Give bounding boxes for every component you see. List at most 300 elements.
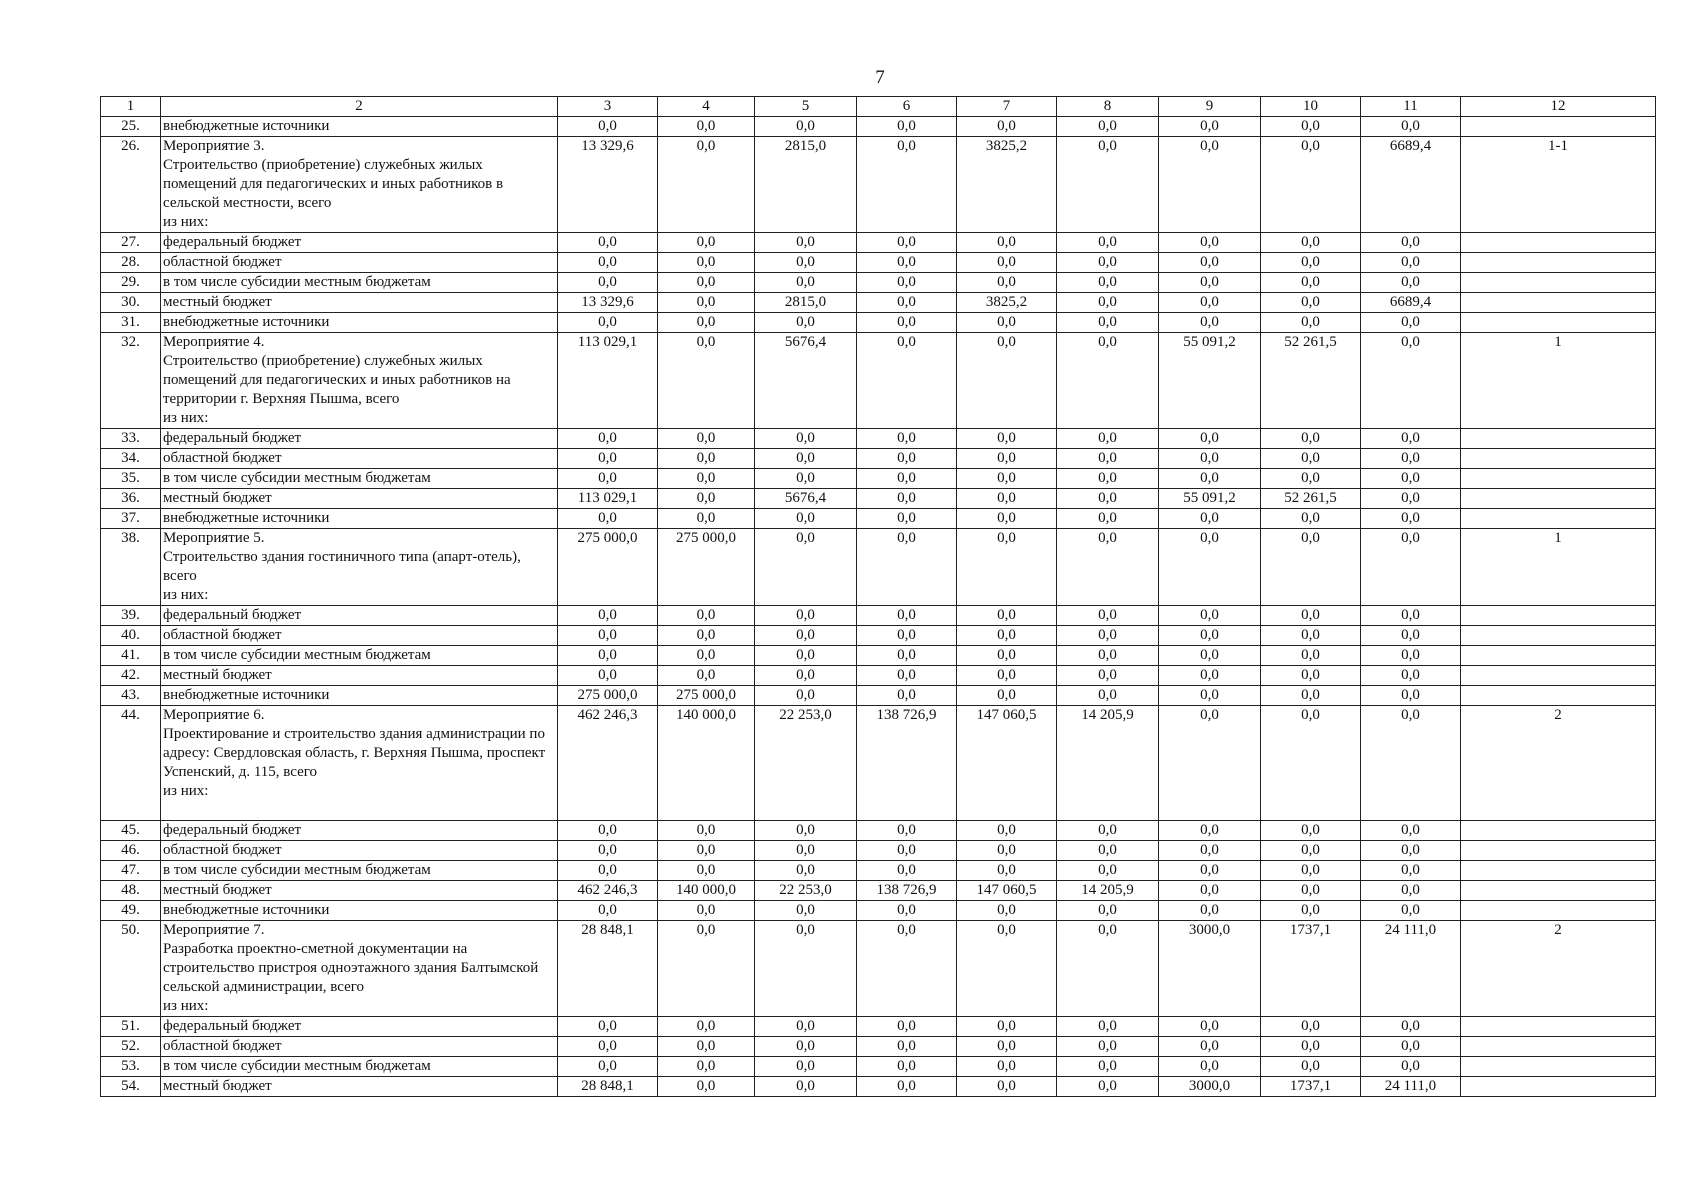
- value-cell: 0,0: [957, 117, 1057, 137]
- header-cell-8: 8: [1057, 97, 1159, 117]
- value-cell: 0,0: [857, 293, 957, 313]
- value-cell: 0,0: [558, 449, 658, 469]
- value-cell: 0,0: [957, 686, 1057, 706]
- value-cell: 0,0: [1057, 626, 1159, 646]
- header-cell-3: 3: [558, 97, 658, 117]
- table-row: [101, 529, 1656, 606]
- value-cell: 0,0: [658, 469, 755, 489]
- row-number: 54.: [101, 1077, 161, 1097]
- table-row: [101, 1017, 1656, 1037]
- value-cell: 0,0: [1159, 881, 1261, 901]
- value-cell: 0,0: [1361, 666, 1461, 686]
- value-cell: 0,0: [1159, 429, 1261, 449]
- row-number: 35.: [101, 469, 161, 489]
- row-number: 44.: [101, 706, 161, 821]
- row-description: Мероприятие 4. Строительство (приобретение) служебных жилых помещений для педагогических и иных работников на территории г. Верхняя Пышма, всего из них:: [161, 333, 558, 429]
- value-cell: 0,0: [1057, 489, 1159, 509]
- value-cell: 0,0: [1057, 117, 1159, 137]
- value-cell: 0,0: [857, 429, 957, 449]
- value-cell: 0,0: [957, 861, 1057, 881]
- row-description: внебюджетные источники: [161, 313, 558, 333]
- value-cell: 55 091,2: [1159, 333, 1261, 429]
- value-cell: 0,0: [1057, 646, 1159, 666]
- value-cell: 0,0: [1057, 273, 1159, 293]
- value-cell: [1461, 686, 1656, 706]
- value-cell: 0,0: [1361, 529, 1461, 606]
- value-cell: 0,0: [755, 273, 857, 293]
- value-cell: 0,0: [658, 821, 755, 841]
- value-cell: 0,0: [1261, 469, 1361, 489]
- row-description: в том числе субсидии местным бюджетам: [161, 469, 558, 489]
- value-cell: 0,0: [1057, 901, 1159, 921]
- value-cell: 0,0: [1261, 686, 1361, 706]
- table-row: [101, 449, 1656, 469]
- value-cell: [1461, 449, 1656, 469]
- row-number: 27.: [101, 233, 161, 253]
- value-cell: 0,0: [857, 449, 957, 469]
- value-cell: 0,0: [558, 233, 658, 253]
- value-cell: [1461, 273, 1656, 293]
- table-row: [101, 1057, 1656, 1077]
- row-description: внебюджетные источники: [161, 117, 558, 137]
- value-cell: 0,0: [658, 293, 755, 313]
- value-cell: 140 000,0: [658, 706, 755, 821]
- row-description: федеральный бюджет: [161, 606, 558, 626]
- row-description: внебюджетные источники: [161, 509, 558, 529]
- row-number: 50.: [101, 921, 161, 1017]
- value-cell: 2815,0: [755, 137, 857, 233]
- header-cell-4: 4: [658, 97, 755, 117]
- value-cell: 0,0: [857, 646, 957, 666]
- value-cell: 0,0: [658, 1017, 755, 1037]
- value-cell: 0,0: [658, 606, 755, 626]
- value-cell: 0,0: [1057, 841, 1159, 861]
- value-cell: 0,0: [857, 861, 957, 881]
- row-description: местный бюджет: [161, 666, 558, 686]
- value-cell: 0,0: [857, 626, 957, 646]
- value-cell: [1461, 429, 1656, 449]
- value-cell: 0,0: [755, 841, 857, 861]
- value-cell: 0,0: [1261, 449, 1361, 469]
- value-cell: 0,0: [1057, 666, 1159, 686]
- value-cell: 0,0: [755, 253, 857, 273]
- value-cell: 5676,4: [755, 333, 857, 429]
- value-cell: 0,0: [558, 841, 658, 861]
- value-cell: 462 246,3: [558, 706, 658, 821]
- table-row: [101, 861, 1656, 881]
- table-row: [101, 509, 1656, 529]
- value-cell: 0,0: [1361, 901, 1461, 921]
- value-cell: 0,0: [755, 449, 857, 469]
- value-cell: 0,0: [1057, 449, 1159, 469]
- row-number: 46.: [101, 841, 161, 861]
- value-cell: 0,0: [857, 686, 957, 706]
- value-cell: 52 261,5: [1261, 489, 1361, 509]
- value-cell: [1461, 646, 1656, 666]
- value-cell: 0,0: [558, 666, 658, 686]
- value-cell: 0,0: [857, 901, 957, 921]
- value-cell: 0,0: [658, 273, 755, 293]
- value-cell: 24 111,0: [1361, 1077, 1461, 1097]
- value-cell: 0,0: [1261, 429, 1361, 449]
- value-cell: 0,0: [957, 1077, 1057, 1097]
- value-cell: 0,0: [558, 901, 658, 921]
- value-cell: 0,0: [957, 901, 1057, 921]
- row-description: Мероприятие 3. Строительство (приобретение) служебных жилых помещений для педагогических и иных работников в сельской местности, всего из них:: [161, 137, 558, 233]
- table-row: [101, 646, 1656, 666]
- value-cell: 0,0: [558, 861, 658, 881]
- value-cell: 0,0: [957, 509, 1057, 529]
- row-description: Мероприятие 6. Проектирование и строительство здания администрации по адресу: Свердловская область, г. Верхняя Пышма, проспект Успенский, д. 115, всего из них:: [161, 706, 558, 821]
- value-cell: 0,0: [1261, 509, 1361, 529]
- value-cell: [1461, 861, 1656, 881]
- value-cell: 0,0: [1361, 706, 1461, 821]
- value-cell: 2: [1461, 921, 1656, 1017]
- value-cell: 0,0: [658, 117, 755, 137]
- header-cell-11: 11: [1361, 97, 1461, 117]
- row-description: местный бюджет: [161, 293, 558, 313]
- value-cell: 138 726,9: [857, 881, 957, 901]
- row-description: внебюджетные источники: [161, 686, 558, 706]
- row-description: федеральный бюджет: [161, 429, 558, 449]
- value-cell: 14 205,9: [1057, 881, 1159, 901]
- value-cell: 0,0: [1361, 469, 1461, 489]
- value-cell: 0,0: [1057, 233, 1159, 253]
- table-row: [101, 293, 1656, 313]
- header-cell-1: 1: [101, 97, 161, 117]
- table-row: [101, 1037, 1656, 1057]
- value-cell: 0,0: [755, 1057, 857, 1077]
- row-number: 28.: [101, 253, 161, 273]
- value-cell: 0,0: [1361, 273, 1461, 293]
- header-cell-5: 5: [755, 97, 857, 117]
- value-cell: 0,0: [857, 841, 957, 861]
- value-cell: [1461, 666, 1656, 686]
- value-cell: 0,0: [957, 1037, 1057, 1057]
- value-cell: 0,0: [957, 921, 1057, 1017]
- value-cell: [1461, 626, 1656, 646]
- value-cell: 0,0: [857, 253, 957, 273]
- table-row: [101, 137, 1656, 233]
- value-cell: [1461, 821, 1656, 841]
- row-number: 30.: [101, 293, 161, 313]
- table-row: [101, 841, 1656, 861]
- value-cell: [1461, 881, 1656, 901]
- value-cell: 0,0: [755, 1017, 857, 1037]
- row-description: федеральный бюджет: [161, 233, 558, 253]
- value-cell: 0,0: [857, 469, 957, 489]
- row-number: 32.: [101, 333, 161, 429]
- value-cell: 0,0: [755, 666, 857, 686]
- value-cell: 0,0: [1361, 233, 1461, 253]
- value-cell: 0,0: [1159, 509, 1261, 529]
- value-cell: 0,0: [1159, 253, 1261, 273]
- value-cell: 0,0: [755, 921, 857, 1017]
- row-number: 42.: [101, 666, 161, 686]
- value-cell: 0,0: [857, 666, 957, 686]
- value-cell: 13 329,6: [558, 137, 658, 233]
- value-cell: 28 848,1: [558, 1077, 658, 1097]
- value-cell: 0,0: [558, 821, 658, 841]
- table-row: [101, 273, 1656, 293]
- value-cell: 0,0: [658, 233, 755, 253]
- value-cell: 24 111,0: [1361, 921, 1461, 1017]
- value-cell: 0,0: [658, 861, 755, 881]
- table-row: [101, 881, 1656, 901]
- value-cell: 0,0: [558, 509, 658, 529]
- table-row: [101, 469, 1656, 489]
- value-cell: 0,0: [658, 509, 755, 529]
- value-cell: [1461, 293, 1656, 313]
- value-cell: 0,0: [1057, 253, 1159, 273]
- value-cell: 3000,0: [1159, 1077, 1261, 1097]
- value-cell: 0,0: [1261, 529, 1361, 606]
- value-cell: 0,0: [658, 1057, 755, 1077]
- value-cell: 0,0: [658, 841, 755, 861]
- value-cell: 0,0: [1057, 861, 1159, 881]
- header-cell-12: 12: [1461, 97, 1656, 117]
- value-cell: 0,0: [957, 273, 1057, 293]
- value-cell: 0,0: [957, 606, 1057, 626]
- row-number: 49.: [101, 901, 161, 921]
- value-cell: 0,0: [957, 1017, 1057, 1037]
- value-cell: 0,0: [1361, 1037, 1461, 1057]
- value-cell: 0,0: [1159, 313, 1261, 333]
- row-description: в том числе субсидии местным бюджетам: [161, 273, 558, 293]
- value-cell: 0,0: [857, 313, 957, 333]
- value-cell: 0,0: [857, 529, 957, 606]
- value-cell: 14 205,9: [1057, 706, 1159, 821]
- value-cell: 0,0: [1361, 333, 1461, 429]
- table-row: [101, 333, 1656, 429]
- value-cell: 0,0: [1159, 273, 1261, 293]
- value-cell: 0,0: [755, 1077, 857, 1097]
- value-cell: 0,0: [1159, 706, 1261, 821]
- value-cell: 0,0: [1261, 861, 1361, 881]
- value-cell: 0,0: [1261, 233, 1361, 253]
- value-cell: 0,0: [957, 489, 1057, 509]
- value-cell: 0,0: [1159, 137, 1261, 233]
- value-cell: 0,0: [558, 273, 658, 293]
- value-cell: 0,0: [658, 489, 755, 509]
- value-cell: 0,0: [658, 313, 755, 333]
- value-cell: 140 000,0: [658, 881, 755, 901]
- value-cell: 0,0: [1057, 686, 1159, 706]
- header-cell-6: 6: [857, 97, 957, 117]
- value-cell: 0,0: [857, 921, 957, 1017]
- value-cell: 0,0: [558, 626, 658, 646]
- header-row: [101, 97, 1656, 117]
- table-row: [101, 626, 1656, 646]
- value-cell: 0,0: [1057, 313, 1159, 333]
- value-cell: 0,0: [1361, 821, 1461, 841]
- row-number: 36.: [101, 489, 161, 509]
- value-cell: 0,0: [957, 529, 1057, 606]
- value-cell: 0,0: [857, 509, 957, 529]
- value-cell: 0,0: [1361, 606, 1461, 626]
- value-cell: 0,0: [1361, 881, 1461, 901]
- value-cell: 0,0: [1159, 233, 1261, 253]
- value-cell: [1461, 253, 1656, 273]
- table-row: [101, 901, 1656, 921]
- table-row: [101, 429, 1656, 449]
- value-cell: 0,0: [957, 313, 1057, 333]
- header-cell-9: 9: [1159, 97, 1261, 117]
- value-cell: 5676,4: [755, 489, 857, 509]
- row-description: федеральный бюджет: [161, 821, 558, 841]
- value-cell: 0,0: [1057, 333, 1159, 429]
- value-cell: 0,0: [1159, 1017, 1261, 1037]
- table-row: [101, 686, 1656, 706]
- value-cell: 0,0: [755, 469, 857, 489]
- value-cell: 0,0: [558, 469, 658, 489]
- row-description: Мероприятие 5. Строительство здания гостиничного типа (апарт-отель), всего из них:: [161, 529, 558, 606]
- value-cell: 0,0: [1159, 646, 1261, 666]
- row-description: областной бюджет: [161, 253, 558, 273]
- row-description: местный бюджет: [161, 1077, 558, 1097]
- value-cell: 0,0: [558, 606, 658, 626]
- value-cell: 1: [1461, 333, 1656, 429]
- value-cell: 0,0: [1159, 293, 1261, 313]
- value-cell: 0,0: [957, 1057, 1057, 1077]
- value-cell: 0,0: [755, 1037, 857, 1057]
- value-cell: 0,0: [755, 646, 857, 666]
- value-cell: 0,0: [658, 429, 755, 449]
- value-cell: 0,0: [658, 626, 755, 646]
- table-row: [101, 313, 1656, 333]
- value-cell: 0,0: [755, 117, 857, 137]
- value-cell: 0,0: [658, 921, 755, 1017]
- value-cell: 0,0: [1057, 509, 1159, 529]
- value-cell: 0,0: [1361, 117, 1461, 137]
- value-cell: 0,0: [957, 821, 1057, 841]
- value-cell: 0,0: [1159, 821, 1261, 841]
- row-description: местный бюджет: [161, 881, 558, 901]
- value-cell: 0,0: [857, 1017, 957, 1037]
- value-cell: 0,0: [957, 841, 1057, 861]
- header-cell-10: 10: [1261, 97, 1361, 117]
- value-cell: 0,0: [755, 233, 857, 253]
- value-cell: 22 253,0: [755, 706, 857, 821]
- value-cell: 0,0: [658, 646, 755, 666]
- value-cell: 2: [1461, 706, 1656, 821]
- value-cell: [1461, 1017, 1656, 1037]
- value-cell: 0,0: [1057, 1057, 1159, 1077]
- row-description: внебюджетные источники: [161, 901, 558, 921]
- value-cell: 52 261,5: [1261, 333, 1361, 429]
- value-cell: 0,0: [857, 1037, 957, 1057]
- value-cell: 0,0: [558, 313, 658, 333]
- row-number: 48.: [101, 881, 161, 901]
- row-number: 29.: [101, 273, 161, 293]
- value-cell: 0,0: [1057, 606, 1159, 626]
- value-cell: [1461, 233, 1656, 253]
- value-cell: 3825,2: [957, 293, 1057, 313]
- row-number: 26.: [101, 137, 161, 233]
- value-cell: 0,0: [1057, 293, 1159, 313]
- value-cell: 0,0: [1261, 646, 1361, 666]
- value-cell: 0,0: [1057, 469, 1159, 489]
- value-cell: 138 726,9: [857, 706, 957, 821]
- value-cell: 0,0: [658, 901, 755, 921]
- value-cell: 0,0: [755, 861, 857, 881]
- value-cell: 0,0: [1361, 686, 1461, 706]
- value-cell: 0,0: [755, 686, 857, 706]
- value-cell: 0,0: [558, 253, 658, 273]
- value-cell: 0,0: [755, 626, 857, 646]
- row-number: 34.: [101, 449, 161, 469]
- value-cell: 0,0: [1159, 626, 1261, 646]
- value-cell: 0,0: [1261, 253, 1361, 273]
- value-cell: 3000,0: [1159, 921, 1261, 1017]
- row-number: 38.: [101, 529, 161, 606]
- value-cell: 0,0: [957, 449, 1057, 469]
- value-cell: 0,0: [1057, 137, 1159, 233]
- value-cell: 1: [1461, 529, 1656, 606]
- row-description: в том числе субсидии местным бюджетам: [161, 1057, 558, 1077]
- value-cell: 0,0: [755, 606, 857, 626]
- table-row: [101, 489, 1656, 509]
- value-cell: 0,0: [1261, 666, 1361, 686]
- value-cell: 0,0: [957, 646, 1057, 666]
- value-cell: [1461, 469, 1656, 489]
- value-cell: 0,0: [1159, 449, 1261, 469]
- value-cell: 0,0: [755, 509, 857, 529]
- row-number: 37.: [101, 509, 161, 529]
- value-cell: 275 000,0: [558, 529, 658, 606]
- value-cell: 0,0: [957, 469, 1057, 489]
- value-cell: 1737,1: [1261, 921, 1361, 1017]
- value-cell: 6689,4: [1361, 293, 1461, 313]
- value-cell: 0,0: [1361, 489, 1461, 509]
- row-number: 52.: [101, 1037, 161, 1057]
- value-cell: 0,0: [957, 429, 1057, 449]
- value-cell: 0,0: [558, 429, 658, 449]
- value-cell: 0,0: [957, 666, 1057, 686]
- value-cell: 147 060,5: [957, 706, 1057, 821]
- value-cell: 0,0: [957, 333, 1057, 429]
- value-cell: 0,0: [1057, 1017, 1159, 1037]
- value-cell: 275 000,0: [658, 686, 755, 706]
- value-cell: 0,0: [755, 313, 857, 333]
- value-cell: [1461, 1077, 1656, 1097]
- value-cell: 0,0: [1159, 1037, 1261, 1057]
- value-cell: 0,0: [957, 253, 1057, 273]
- row-description: областной бюджет: [161, 626, 558, 646]
- value-cell: 0,0: [1361, 429, 1461, 449]
- table-row: [101, 1077, 1656, 1097]
- value-cell: [1461, 117, 1656, 137]
- value-cell: 0,0: [1261, 626, 1361, 646]
- value-cell: 55 091,2: [1159, 489, 1261, 509]
- value-cell: 0,0: [1159, 1057, 1261, 1077]
- value-cell: 0,0: [1261, 1017, 1361, 1037]
- value-cell: 0,0: [1361, 449, 1461, 469]
- value-cell: 113 029,1: [558, 333, 658, 429]
- value-cell: 0,0: [1057, 1037, 1159, 1057]
- value-cell: 462 246,3: [558, 881, 658, 901]
- value-cell: 0,0: [1261, 1057, 1361, 1077]
- value-cell: 0,0: [755, 901, 857, 921]
- value-cell: 6689,4: [1361, 137, 1461, 233]
- row-description: местный бюджет: [161, 489, 558, 509]
- value-cell: 0,0: [1057, 921, 1159, 1017]
- value-cell: 0,0: [1261, 606, 1361, 626]
- value-cell: 0,0: [658, 1037, 755, 1057]
- value-cell: 113 029,1: [558, 489, 658, 509]
- value-cell: 1737,1: [1261, 1077, 1361, 1097]
- value-cell: 0,0: [957, 626, 1057, 646]
